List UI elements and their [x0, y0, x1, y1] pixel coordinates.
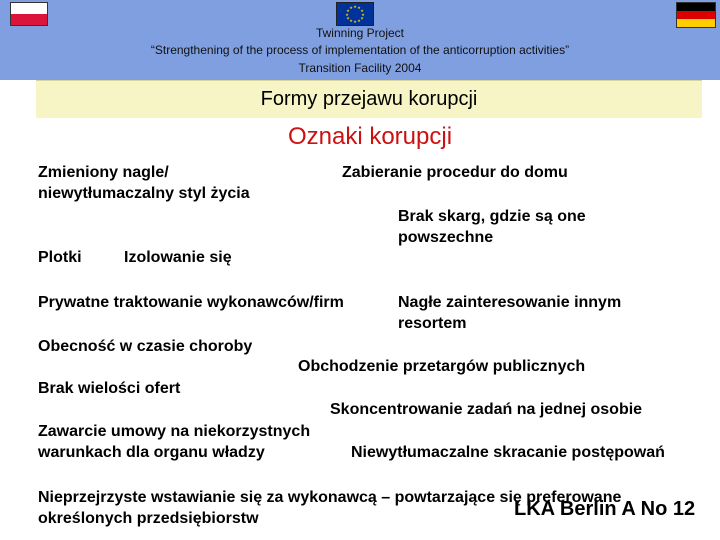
- svg-text:★: ★: [349, 5, 353, 10]
- header-band: [0, 0, 720, 80]
- item-brak-wielosci-ofert: Brak wielości ofert: [38, 380, 181, 397]
- item-plotki: Plotki: [38, 249, 82, 266]
- item-nagle-zainteresowanie: Nagłe zainteresowanie innym resortem: [398, 294, 622, 332]
- svg-text:★: ★: [346, 8, 350, 13]
- slide-title: Formy przejawu korupcji: [260, 88, 478, 110]
- item-izolowanie: Izolowanie się: [124, 249, 232, 266]
- item-prywatne-traktowanie: Prywatne traktowanie wykonawców/firm: [38, 294, 344, 311]
- poland-flag-icon: [10, 2, 48, 26]
- eu-flag-icon: [336, 2, 374, 26]
- svg-text:★: ★: [349, 18, 353, 23]
- svg-text:★: ★: [361, 12, 365, 17]
- item-obecnosc-choroba: Obecność w czasie choroby: [38, 338, 253, 355]
- item-zawarcie-umowy: Zawarcie umowy na niekorzystnych warunkach dla organu władzy: [38, 423, 311, 461]
- svg-text:★: ★: [346, 15, 350, 21]
- svg-text:★: ★: [353, 19, 357, 24]
- item-zmieniony-styl-zycia: Zmieniony nagle/ niewytłumaczalny styl życia: [38, 164, 250, 202]
- project-description: “Strengthening of the process of implementation of the anticorruption activities”: [150, 43, 570, 57]
- item-brak-skarg: Brak skarg, gdzie są one powszechne: [398, 208, 586, 246]
- svg-text:★: ★: [353, 4, 357, 9]
- svg-text:★: ★: [357, 18, 361, 23]
- svg-text:★: ★: [360, 8, 364, 13]
- svg-text:★: ★: [360, 15, 364, 21]
- item-zabieranie-procedur: Zabieranie procedur do domu: [342, 164, 568, 181]
- svg-text:★: ★: [357, 5, 361, 10]
- footer-code: LKA Berlin A No 12: [514, 498, 696, 520]
- project-facility: Transition Facility 2004: [298, 61, 422, 75]
- germany-flag-icon: [676, 2, 716, 28]
- title-box: [36, 80, 702, 118]
- project-name: Twinning Project: [315, 26, 405, 40]
- slide-subtitle: Oznaki korupcji: [287, 123, 453, 150]
- item-skoncentrowanie-zadan: Skoncentrowanie zadań na jednej osobie: [330, 401, 643, 418]
- svg-text:★: ★: [345, 12, 349, 17]
- item-obchodzenie-przetargow: Obchodzenie przetargów publicznych: [298, 358, 586, 375]
- item-niewytlumaczalne-skracanie: Niewytłumaczalne skracanie postępowań: [351, 444, 665, 461]
- item-nieprzejrzyste-wstawianie: Nieprzejrzyste wstawianie się za wykonawcą – powtarzające się preferowane określonych przedsiębiorstw: [38, 489, 622, 527]
